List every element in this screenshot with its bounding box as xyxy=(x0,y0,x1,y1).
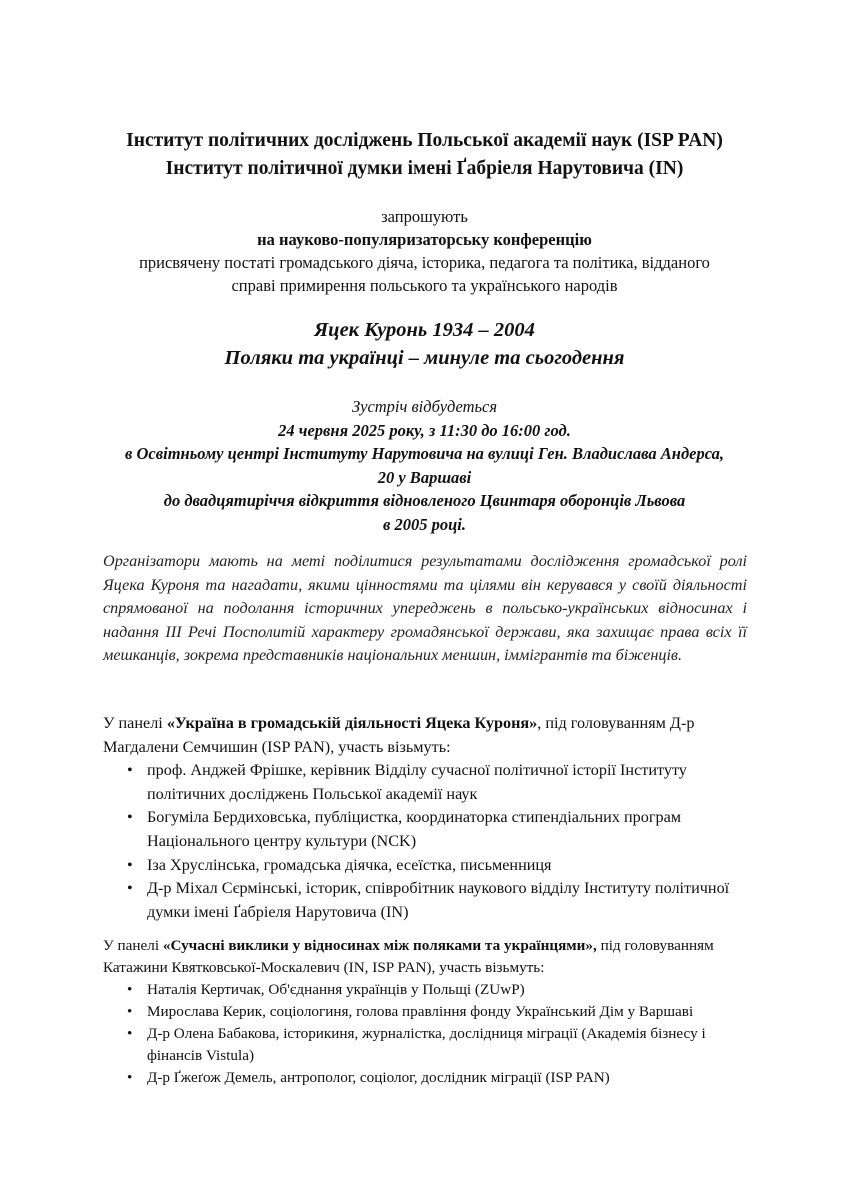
organizers-header xyxy=(60,127,789,183)
participant: Наталія Кертичак, Об'єднання українців у Польщі (ZUwP) xyxy=(147,981,525,998)
meeting-details xyxy=(60,395,789,536)
panel-2-prefix: У панелі xyxy=(103,937,163,954)
invite-line-2: на науково-популяризаторську конференцію xyxy=(257,230,592,249)
meeting-date: 24 червня 2025 року, з 11:30 до 16:00 год. xyxy=(278,420,571,440)
participant: Д-р Ґжеґож Демель, антрополог, соціолог, дослідник міграції (ISP PAN) xyxy=(147,1069,610,1086)
list-item xyxy=(103,979,753,1001)
participant: проф. Анджей Фрішке, керівник Відділу сучасної політичної історії Інституту політичних досліджень Польської академії наук xyxy=(147,761,687,803)
participant: Д-р Олена Бабакова, історикиня, журналістка, дослідниця міграції (Академія бізнесу і фінансів Vistula) xyxy=(147,1025,706,1064)
list-item xyxy=(103,877,753,924)
list-item xyxy=(103,1001,753,1023)
list-item xyxy=(103,759,753,806)
bullet-icon: • xyxy=(127,761,133,780)
list-item xyxy=(103,806,753,853)
meeting-location: в Освітньому центрі Інституту Нарутовича на вулиці Ген. Владислава Андерса, xyxy=(125,444,724,463)
bullet-icon: • xyxy=(127,1025,133,1042)
description-paragraph: Організатори мають на меті поділитися результатами дослідження громадської ролі Яцека Куроня та нагадати, якими цінностями та цілями він керувався у своїй діяльності спрямованої на подолання історичних упереджень в польсько-українських відносинах і надання ІІІ Речі Посполитій характеру громадянської держави, яка захищає права всіх її мешканців, зокрема представників національних меншин, іммігрантів та біженців. xyxy=(103,552,747,665)
organizer-line-2: Інститут політичної думки імені Ґабріеля Нарутовича (IN) xyxy=(165,158,684,179)
panel-2-intro xyxy=(103,935,753,979)
invite-line-1: запрошують xyxy=(381,207,468,226)
invite-line-3: присвячену постаті громадського діяча, історика, педагога та політика, відданого xyxy=(139,253,710,272)
meeting-line-1: Зустріч відбудеться xyxy=(351,397,498,416)
participant: Мирослава Керик, соціологиня, голова правління фонду Український Дім у Варшаві xyxy=(147,1003,694,1020)
bullet-icon: • xyxy=(127,879,133,898)
bullet-icon: • xyxy=(127,1003,133,1020)
meeting-address: 20 у Варшаві xyxy=(377,467,472,487)
panel-1-prefix: У панелі xyxy=(103,714,167,732)
bullet-icon: • xyxy=(127,855,133,874)
list-item xyxy=(103,1067,753,1089)
title-line-1: Яцек Куронь 1934 – 2004 xyxy=(314,319,535,341)
list-item xyxy=(103,854,753,878)
invite-line-4: справі примирення польського та українського народів xyxy=(231,276,618,295)
panel-2-participants xyxy=(103,979,753,1089)
organizer-line-1: Інститут політичних досліджень Польської академії наук (ISP PAN) xyxy=(126,130,723,151)
panel-1-intro xyxy=(103,712,753,759)
panel-2-name: «Сучасні виклики у відносинах між поляками та українцями», xyxy=(162,937,597,954)
participant: Іза Хруслінська, громадська діячка, есеїстка, письменниця xyxy=(147,855,552,874)
title-line-2: Поляки та українці – минуле та сьогодення xyxy=(224,347,625,369)
bullet-icon: • xyxy=(127,981,133,998)
invitation-block xyxy=(60,205,789,297)
panel-1 xyxy=(103,712,753,924)
bullet-icon: • xyxy=(127,1069,133,1086)
panel-1-name: «Україна в громадській діяльності Яцека Куроня» xyxy=(166,714,538,732)
panel-2 xyxy=(103,935,753,1089)
panel-1-participants xyxy=(103,759,753,924)
meeting-occasion: до двадцятиріччя відкриття відновленого Цвинтаря оборонців Львова xyxy=(163,491,686,510)
conference-title xyxy=(60,316,789,372)
participant: Д-р Міхал Сєрмінські, історик, співробітник наукового відділу Інституту політичної думки імені Ґабріеля Нарутовича (IN) xyxy=(147,879,730,921)
bullet-icon: • xyxy=(127,808,133,827)
list-item xyxy=(103,1023,753,1067)
participant: Богуміла Бердиховська, публіцистка, координаторка стипендіальних програм Національного центру культури (NCK) xyxy=(147,808,682,850)
panel-2-suffix: під головуванням Катажини Квятковської-Москалевич (IN, ISP PAN), участь візьмуть: xyxy=(103,937,714,976)
meeting-year: в 2005 році. xyxy=(382,514,466,534)
panel-1-suffix: , під головуванням Д-р Магдалени Семчишин (ISP PAN), участь візьмуть: xyxy=(103,714,695,756)
